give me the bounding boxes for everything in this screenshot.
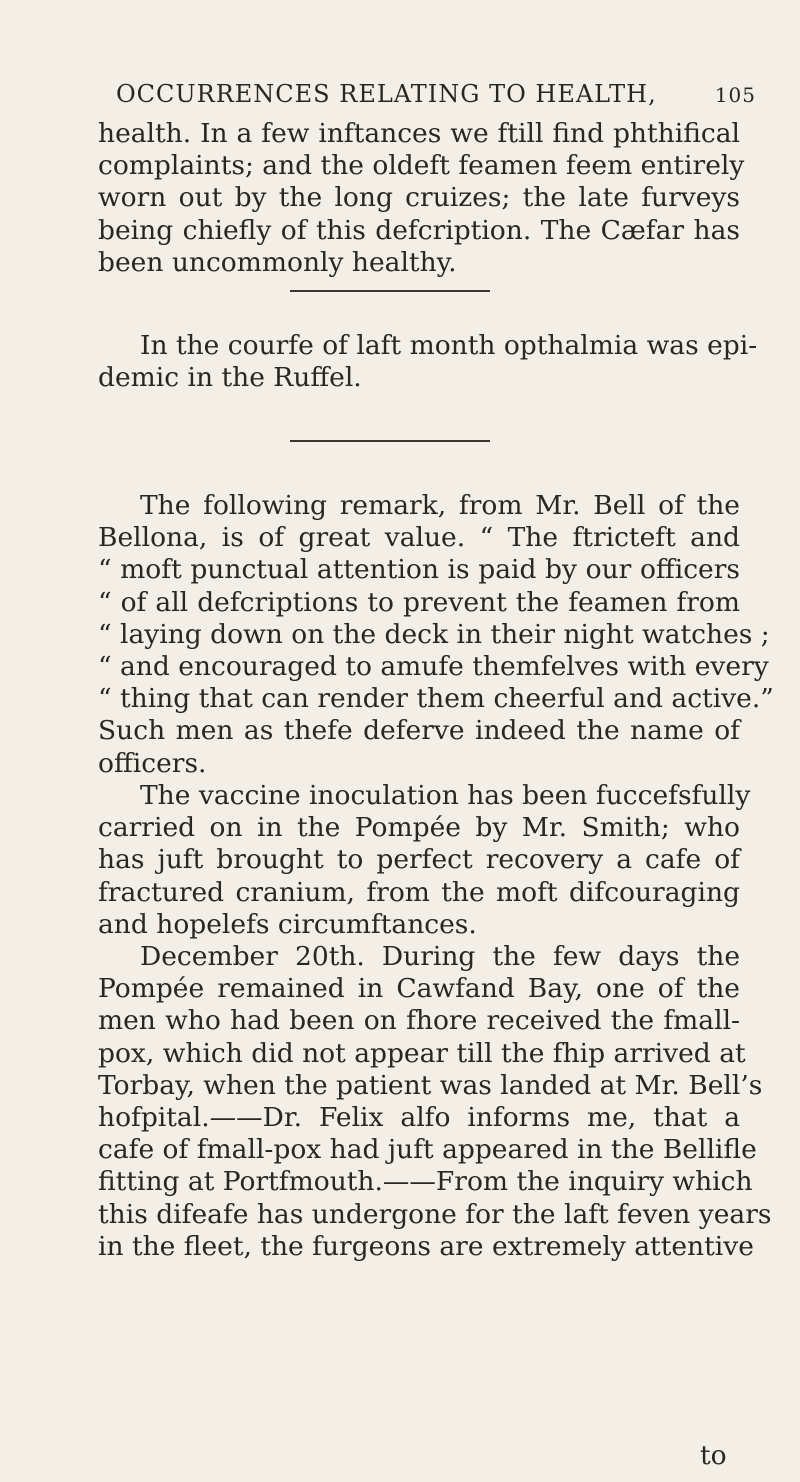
text-line: complaints; and the oldeft feamen feem entirely	[98, 150, 745, 182]
text-line: men who had been on fhore received the fmall-	[98, 1005, 740, 1037]
text-line: Torbay, when the patient was landed at Mr. Bell’s	[98, 1069, 763, 1101]
text-line: The vaccine inoculation has been fuccefsfully	[140, 780, 751, 811]
page-header	[116, 80, 756, 108]
text-line: fitting at Portfmouth.——From the inquiry which	[98, 1166, 753, 1198]
text-line: The following remark, from Mr. Bell of the	[140, 490, 740, 521]
text-line: pox, which did not appear till the fhip arrived at	[98, 1037, 746, 1069]
text-line: “ thing that can render them cheerful and active.”	[98, 683, 774, 715]
text-line: health. In a few inftances we ftill find phthifical	[98, 118, 740, 149]
running-title: OCCURRENCES RELATING TO HEALTH,	[116, 80, 657, 108]
paragraph-4	[98, 780, 751, 941]
text-line: Pompée remained in Cawfand Bay, one of the	[98, 973, 740, 1005]
text-line: “ moft punctual attention is paid by our officers	[98, 554, 740, 586]
text-line: being chiefly of this defcription. The Cæfar has	[98, 214, 740, 246]
text-line: December 20th. During the few days the	[140, 941, 740, 972]
text-line: officers.	[98, 747, 207, 779]
text-line: demic in the Ruffel.	[98, 362, 362, 394]
text-line: Bellona, is of great value. “ The ftricteft and	[98, 522, 740, 554]
text-line: “ of all defcriptions to prevent the feamen from	[98, 586, 740, 618]
text-line: this difeafe has undergone for the laft feven years	[98, 1198, 772, 1230]
paragraph-2	[98, 330, 758, 394]
text-line: fractured cranium, from the moft difcouraging	[98, 876, 740, 908]
text-line: cafe of fmall-pox had juft appeared in the Bellifle	[98, 1134, 757, 1166]
paragraph-3	[98, 490, 774, 780]
text-line: carried on in the Pompée by Mr. Smith; who	[98, 812, 740, 844]
text-line: Such men as thefe deferve indeed the name of	[98, 715, 740, 747]
paragraph-1	[98, 118, 745, 279]
paragraph-5	[98, 941, 772, 1263]
text-line: “ and encouraged to amufe themfelves with every	[98, 651, 769, 683]
text-line: been uncommonly healthy.	[98, 246, 457, 278]
text-line: and hopelefs circumftances.	[98, 908, 477, 940]
text-line: worn out by the long cruizes; the late furveys	[98, 182, 740, 214]
page-number: 105	[714, 83, 756, 107]
text-line: In the courfe of laft month opthalmia was epi-	[140, 330, 758, 361]
text-line: hofpital.——Dr. Felix alfo informs me, that a	[98, 1102, 740, 1134]
text-line: “ laying down on the deck in their night watches ;	[98, 618, 770, 650]
text-line: in the fleet, the furgeons are extremely attentive	[98, 1230, 754, 1262]
catchword: to	[700, 1440, 727, 1471]
section-divider	[290, 290, 490, 292]
text-line: has juft brought to perfect recovery a cafe of	[98, 844, 740, 876]
section-divider	[290, 440, 490, 442]
